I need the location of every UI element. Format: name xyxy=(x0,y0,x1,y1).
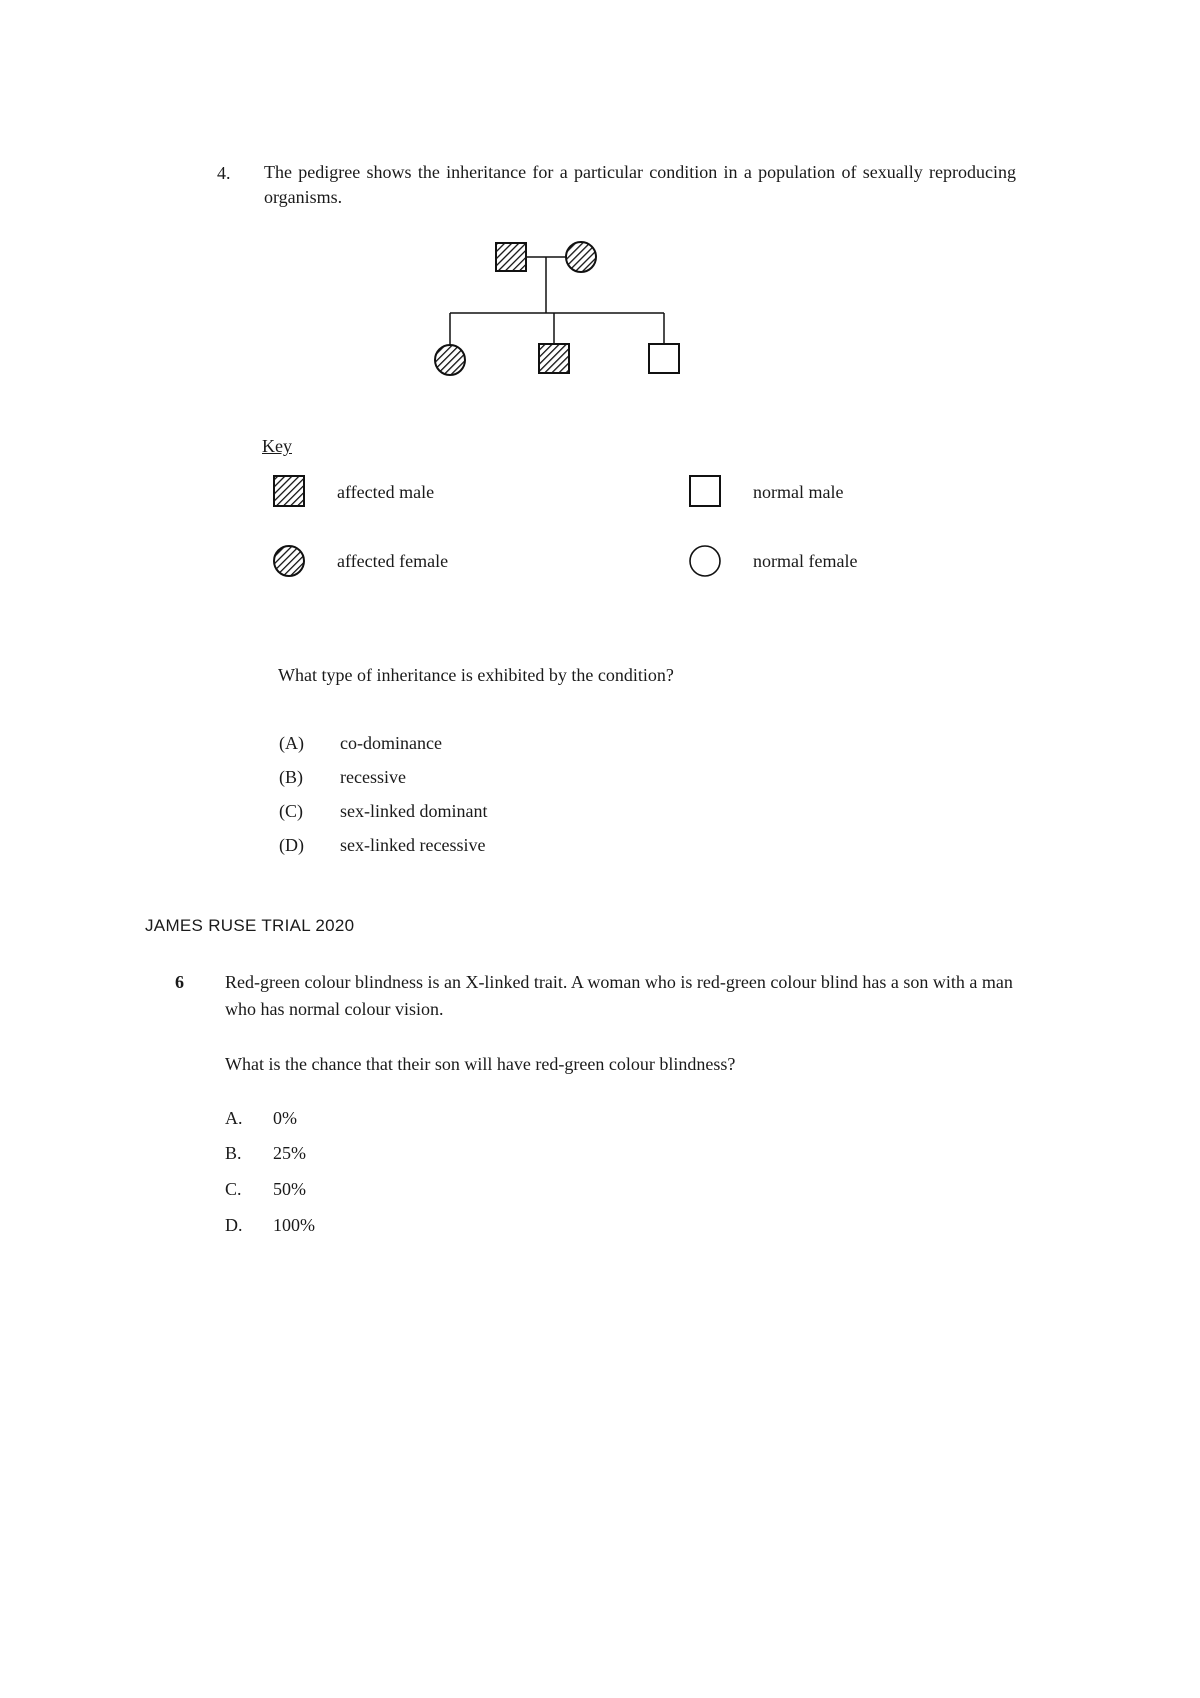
key-normal-male-symbol xyxy=(688,474,722,508)
key-normal-female-symbol xyxy=(688,544,722,578)
question-4-option-c-letter: (C) xyxy=(279,801,303,821)
section-header: JAMES RUSE TRIAL 2020 xyxy=(145,916,355,935)
question-4-prompt: What type of inheritance is exhibited by the condition? xyxy=(278,665,674,685)
question-4-option-b-letter: (B) xyxy=(279,767,303,787)
question-6-option-b-letter: B. xyxy=(225,1143,242,1163)
question-4-number: 4. xyxy=(217,163,231,183)
question-4-option-a-letter: (A) xyxy=(279,733,304,753)
question-6-number: 6 xyxy=(175,972,184,992)
question-6-option-c-text: 50% xyxy=(273,1179,306,1199)
question-4-option-a-text: co-dominance xyxy=(340,733,442,753)
pedigree-mother-affected-female xyxy=(566,242,596,272)
question-6-option-c-letter: C. xyxy=(225,1179,242,1199)
pedigree-child-affected-male xyxy=(539,344,569,373)
pedigree-child-affected-female xyxy=(435,345,465,375)
question-6-option-a-letter: A. xyxy=(225,1108,243,1128)
question-4-option-d-letter: (D) xyxy=(279,835,304,855)
question-6-prompt: What is the chance that their son will have red-green colour blindness? xyxy=(225,1054,736,1074)
key-affected-female-symbol xyxy=(272,544,306,578)
question-4-option-b-text: recessive xyxy=(340,767,406,787)
question-6-option-b-text: 25% xyxy=(273,1143,306,1163)
pedigree-child-normal-male xyxy=(649,344,679,373)
question-6-option-d-letter: D. xyxy=(225,1215,243,1235)
key-normal-female-label: normal female xyxy=(753,551,858,571)
key-affected-male-label: affected male xyxy=(337,482,435,502)
pedigree-father-affected-male xyxy=(496,243,526,271)
pedigree-diagram xyxy=(420,228,710,378)
key-title: Key xyxy=(262,436,292,456)
question-6-stem: Red-green colour blindness is an X-linked trait. A woman who is red-green colour blind has a son with a man who has normal colour vision. xyxy=(225,972,1013,1019)
question-4-stem: The pedigree shows the inheritance for a particular condition in a population of sexually reproducing organisms. xyxy=(264,162,1016,207)
question-6-option-d-text: 100% xyxy=(273,1215,315,1235)
question-4-option-d-text: sex-linked recessive xyxy=(340,835,486,855)
key-affected-female-label: affected female xyxy=(337,551,449,571)
question-6-option-a-text: 0% xyxy=(273,1108,297,1128)
key-normal-male-label: normal male xyxy=(753,482,844,502)
question-4-option-c-text: sex-linked dominant xyxy=(340,801,488,821)
key-affected-male-symbol xyxy=(272,474,306,508)
